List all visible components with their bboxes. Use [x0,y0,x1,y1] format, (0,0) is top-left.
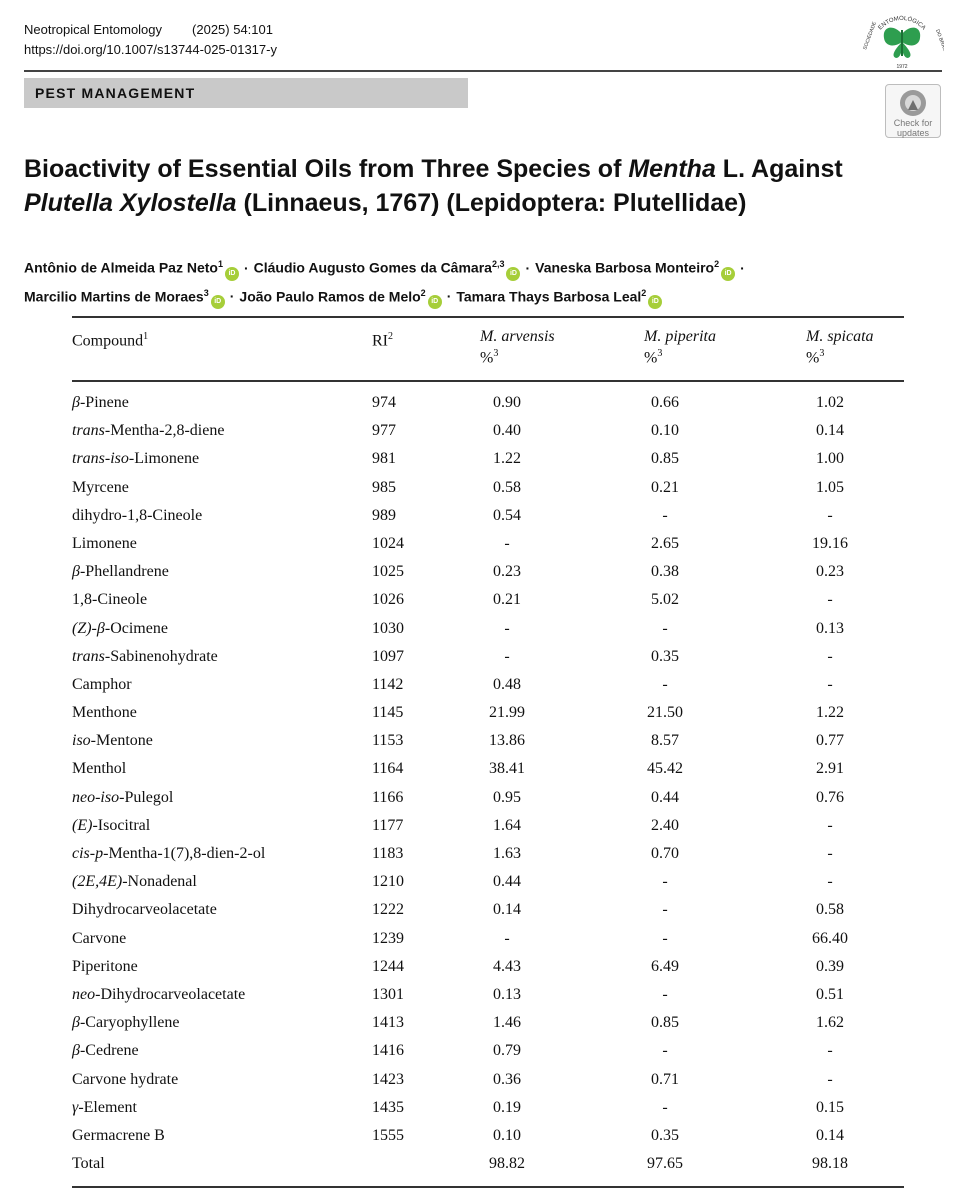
arvensis-cell: 0.95 [493,788,521,806]
arvensis-cell: 1.22 [493,450,521,468]
author-affiliation: 2 [420,287,426,298]
ri-cell: 1153 [372,732,404,750]
arvensis-cell: 13.86 [489,732,525,750]
ri-cell: 1435 [372,1098,404,1116]
title-species: Plutella Xylostella [24,189,237,217]
piperita-cell: 0.85 [651,1014,679,1032]
ri-cell: 1239 [372,929,404,947]
spicata-cell: 0.58 [816,901,844,919]
arvensis-cell: 0.54 [493,506,521,524]
article-title [24,152,924,220]
compound-cell: Piperitone [72,957,138,975]
author-affiliation: 3 [203,287,209,298]
compound-cell: Menthol [72,760,127,778]
header-arvensis: M. arvensis %$^3$ [480,328,555,367]
table-row [72,586,904,614]
table-row [72,868,904,896]
table-row [72,615,904,643]
compound-cell: iso-Mentone [72,732,153,750]
ri-cell: 1301 [372,985,404,1003]
title-text-line2: (Linnaeus, 1767) (Lepidoptera: Plutellidae) [236,189,747,217]
author-affiliation: 2,3 [491,259,505,269]
arvensis-cell: - [504,619,510,637]
compound-cell: Limonene [72,534,137,552]
piperita-cell: 2.40 [651,816,679,834]
arvensis-cell: 0.36 [493,1070,521,1088]
spicata-cell: 0.14 [816,1126,844,1144]
compound-cell: Total [72,1155,105,1173]
spicata-cell: 19.16 [812,534,848,552]
arvensis-cell: 0.14 [493,901,521,919]
ri-cell: 977 [372,422,396,440]
piperita-cell: - [662,675,668,693]
compound-cell: β-Pinene [72,394,129,411]
ri-cell: 1210 [372,873,404,891]
spicata-cell: - [827,873,833,891]
header-spicata: M. spicata %$^3$ [806,328,874,367]
spicata-cell: 0.23 [816,563,844,581]
table-row [72,558,904,586]
arvensis-cell: 0.44 [493,873,521,891]
arvensis-cell: 98.82 [489,1155,525,1173]
ri-cell: 1222 [372,901,404,919]
ri-cell: 1164 [372,760,404,778]
compound-cell: (E)-Isocitral [72,816,151,834]
ri-cell: 1166 [372,788,404,806]
arvensis-cell: 0.23 [493,563,521,581]
spicata-cell: 98.18 [812,1155,848,1173]
author-list: Antônio de Almeida Paz Neto$^1$iD · Cláudio Augusto Gomes da Câmara$^{2,3}$iD · Vaneska Barbosa Monteiro$^2$iD · Marcilio Martins de Moraes$^3$iD · João Paulo Ramos de Melo$^2$iD · Tamara Thays Barbosa Leal$^2$iD [24,252,944,309]
spicata-cell: - [827,506,833,524]
check-updates-line2: updates [896,128,930,138]
arvensis-cell: 0.90 [493,394,521,411]
table-row [72,1066,904,1094]
table-row [72,896,904,924]
table-bottom-rule [72,1178,904,1188]
compound-cell: (2E,4E)-Nonadenal [72,873,197,891]
table-row [72,1094,904,1122]
ri-cell: 981 [372,450,396,468]
table-row [72,474,904,502]
spicata-cell: 1.02 [816,394,844,411]
arvensis-cell: 1.64 [493,816,521,834]
spicata-cell: - [827,845,833,862]
table-row [72,727,904,755]
arvensis-cell: 0.21 [493,591,521,609]
piperita-cell: - [662,929,668,947]
ri-cell: 1244 [372,957,404,975]
piperita-cell: - [662,619,668,637]
piperita-cell: 2.65 [651,534,679,552]
table-row [72,1037,904,1065]
orcid-icon[interactable]: iD [721,267,735,281]
piperita-cell: 0.66 [651,394,679,411]
arvensis-cell: 1.63 [493,845,521,862]
compound-cell: Myrcene [72,478,129,496]
journal-name: Neotropical Entomology [24,22,163,37]
table-row [72,643,904,671]
ri-cell: 1025 [372,563,404,581]
piperita-cell: 0.38 [651,563,679,581]
piperita-cell: - [662,873,668,891]
ri-cell: 1413 [372,1014,404,1032]
table-row [72,981,904,1009]
compound-cell: trans-Sabinenohydrate [72,647,218,665]
compound-cell: Dihydrocarveolacetate [72,901,217,919]
arvensis-cell: 0.58 [493,478,521,496]
spicata-cell: 0.15 [816,1098,844,1116]
orcid-icon[interactable]: iD [211,295,225,309]
title-text: Bioactivity of Essential Oils from Three Species of [24,155,629,183]
table-row [72,445,904,473]
table-header [72,316,904,382]
spicata-cell: 0.77 [816,732,844,750]
compound-cell: Carvone hydrate [72,1070,179,1088]
orcid-icon[interactable]: iD [225,267,239,281]
table-row [72,1150,904,1178]
title-genus: Mentha [628,155,716,183]
ri-cell: 1097 [372,647,404,665]
spicata-cell: 1.00 [816,450,844,468]
logo-text-left: SOCIEDADE [862,20,878,51]
compound-cell: β-Caryophyllene [72,1014,180,1032]
ri-cell: 1142 [372,675,404,693]
spicata-cell: 2.91 [816,760,844,778]
author-name[interactable]: João Paulo Ramos de Melo [239,288,421,305]
spicata-cell: 66.40 [812,929,848,947]
spicata-cell: - [827,675,833,693]
logo-year: 1972 [896,64,908,70]
compound-cell: dihydro-1,8-Cineole [72,506,203,524]
composition-table [72,316,904,1188]
society-logo [860,8,944,74]
check-updates-line1: Check for [893,118,933,128]
table-row [72,925,904,953]
ri-cell: 1183 [372,845,404,862]
arvensis-cell: - [504,647,510,665]
orcid-icon[interactable]: iD [648,295,662,309]
compound-cell: neo-iso-Pulegol [72,788,174,806]
compound-cell: trans-iso-Limonene [72,450,200,468]
piperita-cell: 45.42 [647,760,683,778]
spicata-cell: 0.39 [816,957,844,975]
ri-cell: 1145 [372,704,404,722]
compound-cell: (Z)-β-Ocimene [72,619,168,637]
header-rule [24,70,942,72]
ri-cell: 989 [372,506,396,524]
piperita-cell: 8.57 [651,732,679,750]
logo-text-right: DO BRASIL [934,28,944,56]
ri-cell: 1555 [372,1126,404,1144]
author-name[interactable]: Marcilio Martins de Moraes [24,288,204,305]
table-row [72,1009,904,1037]
piperita-cell: 0.21 [651,478,679,496]
compound-cell: β-Phellandrene [72,563,169,581]
table-row [72,1122,904,1150]
ri-cell: 1030 [372,619,404,637]
compound-cell: Carvone [72,929,127,947]
compound-cell: 1,8-Cineole [72,591,148,609]
ri-cell: 1177 [372,816,404,834]
spicata-cell: 1.05 [816,478,844,496]
ri-cell: 1026 [372,591,404,609]
table-row [72,671,904,699]
table-row [72,389,904,417]
table-row [72,812,904,840]
piperita-cell: - [662,985,668,1003]
piperita-cell: 0.44 [651,788,679,806]
piperita-cell: 6.49 [651,957,679,975]
piperita-cell: 0.85 [651,450,679,468]
arvensis-cell: 38.41 [489,760,525,778]
orcid-icon[interactable]: iD [506,267,520,281]
doi-link[interactable]: https://doi.org/10.1007/s13744-025-01317-y [24,42,277,57]
header-ri: $RI^2$ [372,331,393,350]
table-row [72,840,904,868]
author-affiliation: 2 [641,287,647,298]
section-label: PEST MANAGEMENT [24,78,468,108]
spicata-cell: 0.14 [816,422,844,440]
arvensis-cell: 0.40 [493,422,521,440]
arvensis-cell: - [504,534,510,552]
table-row [72,699,904,727]
title-text-end: L. Against [715,155,843,183]
table-row [72,530,904,558]
arvensis-cell: 0.10 [493,1126,521,1144]
piperita-cell: - [662,1042,668,1060]
ri-cell: 985 [372,478,396,496]
arvensis-cell: 0.19 [493,1098,521,1116]
ri-cell: 1024 [372,534,404,552]
piperita-cell: 0.70 [651,845,679,862]
ri-cell: 1416 [372,1042,404,1060]
arvensis-cell: 1.46 [493,1014,521,1032]
arvensis-cell: 21.99 [489,704,525,722]
compound-cell: trans-Mentha-2,8-diene [72,422,225,440]
spicata-cell: - [827,1070,833,1088]
svg-text:ENTOMOLÓGICA [878,16,927,32]
spicata-cell: 1.22 [816,704,844,722]
table-row [72,417,904,445]
table-row [72,953,904,981]
table-row [72,784,904,812]
spicata-cell: 1.62 [816,1014,844,1032]
piperita-cell: - [662,1098,668,1116]
piperita-cell: 0.35 [651,1126,679,1144]
compound-cell: Menthone [72,704,137,722]
logo-text-top: ENTOMOLÓGICA [877,15,927,32]
table-body [72,382,904,1178]
ri-cell: 1423 [372,1070,404,1088]
header-compound: Compound$^1$ [72,331,149,350]
header-piperita: M. piperita %$^3$ [644,328,716,367]
piperita-cell: 0.35 [651,647,679,665]
spicata-cell: 0.13 [816,619,844,637]
spicata-cell: - [827,1042,833,1060]
compound-cell: Camphor [72,675,132,693]
piperita-cell: 0.71 [651,1070,679,1088]
table-row [72,502,904,530]
author-name[interactable]: Cláudio Augusto Gomes da Câmara [253,259,492,276]
journal-header [24,20,303,60]
spicata-cell: - [827,816,833,834]
arvensis-cell: - [504,929,510,947]
piperita-cell: 21.50 [647,704,683,722]
spicata-cell: - [827,647,833,665]
piperita-cell: - [662,506,668,524]
check-updates-icon [898,88,928,118]
piperita-cell: - [662,901,668,919]
check-for-updates-button[interactable] [885,84,941,138]
orcid-icon[interactable]: iD [428,295,442,309]
piperita-cell: 0.10 [651,422,679,440]
author-name[interactable]: Vaneska Barbosa Monteiro [535,259,715,276]
author-name[interactable]: Antônio de Almeida Paz Neto [24,259,218,276]
butterfly-icon [884,28,920,58]
author-affiliation: 2 [714,259,720,269]
piperita-cell: 5.02 [651,591,679,609]
piperita-cell: 97.65 [647,1155,683,1173]
spicata-cell: 0.51 [816,985,844,1003]
journal-volume: (2025) 54:101 [192,22,273,37]
compound-cell: β-Cedrene [72,1042,139,1060]
table-row [72,755,904,783]
author-affiliation: 1 [217,259,223,269]
compound-cell: neo-Dihydrocarveolacetate [72,985,246,1003]
author-name[interactable]: Tamara Thays Barbosa Leal [456,288,642,305]
arvensis-cell: 0.13 [493,985,521,1003]
spicata-cell: 0.76 [816,788,844,806]
ri-cell: 974 [372,394,396,411]
compound-cell: cis-p-Mentha-1(7),8-dien-2-ol [72,845,266,862]
spicata-cell: - [827,591,833,609]
compound-cell: Germacrene B [72,1126,165,1144]
arvensis-cell: 4.43 [493,957,521,975]
arvensis-cell: 0.79 [493,1042,521,1060]
arvensis-cell: 0.48 [493,675,521,693]
compound-cell: γ-Element [72,1098,137,1116]
